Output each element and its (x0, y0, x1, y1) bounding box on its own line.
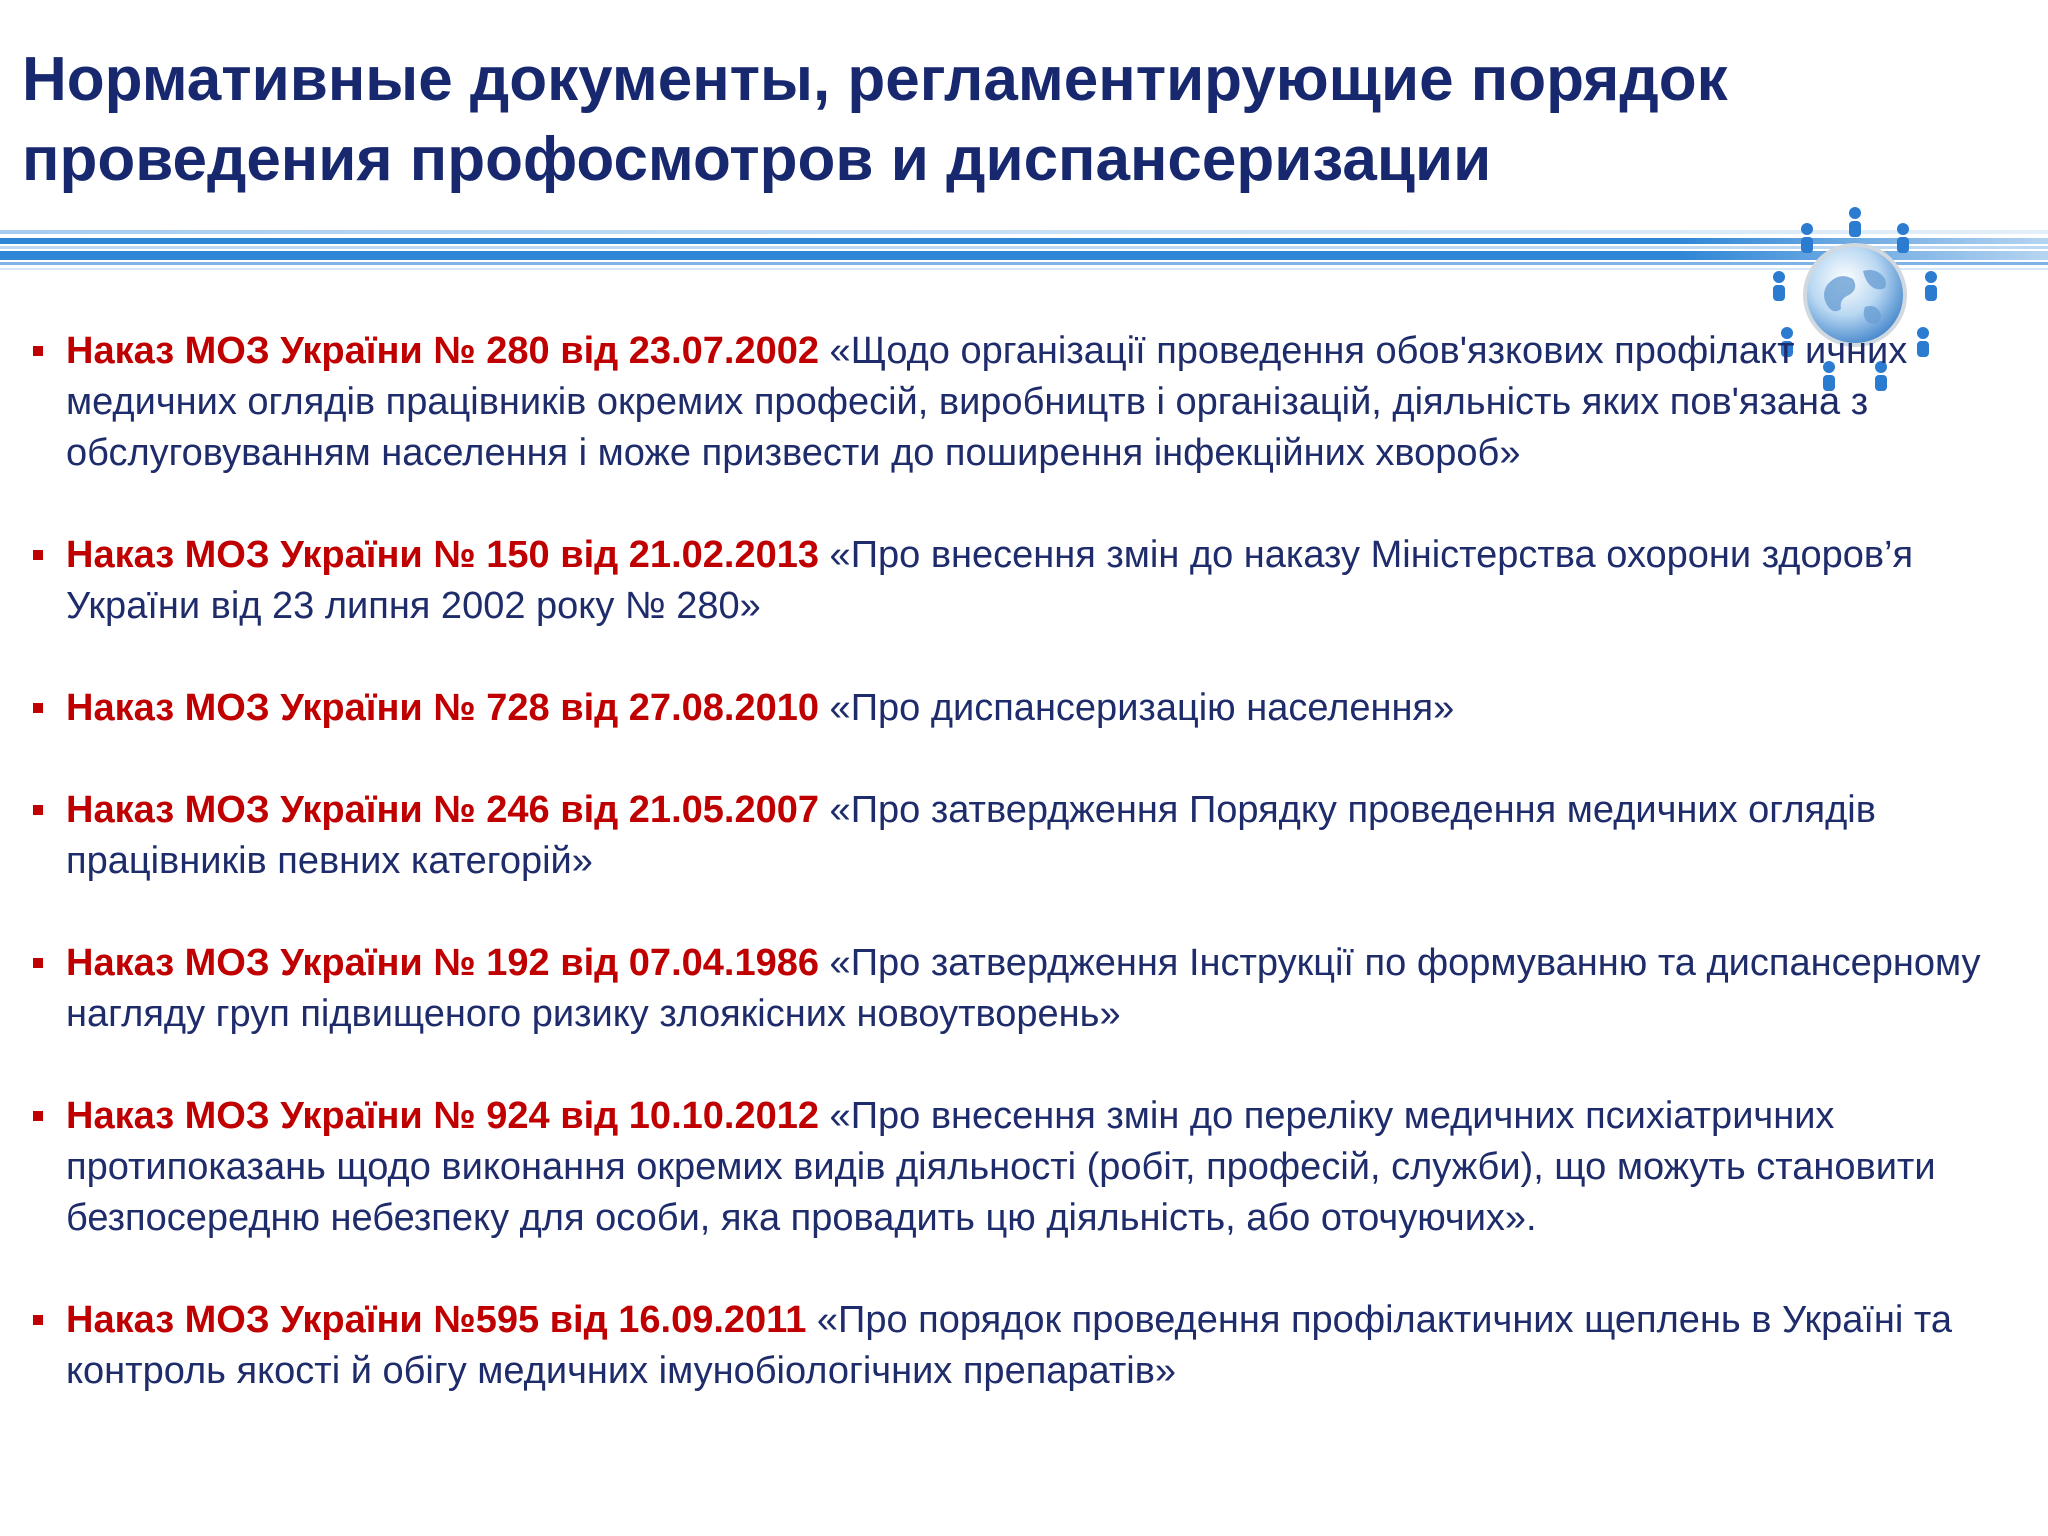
list-item (30, 1295, 2026, 1397)
slide-title: Нормативные документы, регламентирующие порядок проведения профосмотров и диспансеризации (22, 45, 1728, 194)
document-reference: Наказ МОЗ України № 246 від 21.05.2007 (66, 789, 819, 831)
document-reference: Наказ МОЗ України № 150 від 21.02.2013 (66, 534, 819, 576)
list-item (30, 530, 2026, 632)
document-reference: Наказ МОЗ України № 924 від 10.10.2012 (66, 1095, 819, 1137)
document-reference: Наказ МОЗ України №595 від 16.09.2011 (66, 1299, 807, 1341)
list-item (30, 785, 2026, 887)
list-item (30, 683, 2026, 734)
document-description: «Про внесення змін до переліку медичних психіатричних протипоказань щодо виконання окремих видів діяльності (робіт, професій, служби), що можуть становити безпосередню небезпеку для особи, яка провадить цю діяльність, або оточуючих». (66, 1095, 1936, 1239)
bullet-icon (33, 703, 43, 713)
bullet-icon (33, 550, 43, 560)
bullet-icon (33, 805, 43, 815)
document-description: «Про порядок проведення профілактичних щеплень в Україні та контроль якості й обігу медичних імунобіологічних препаратів» (66, 1299, 1953, 1392)
bullet-icon (33, 1315, 43, 1325)
document-reference: Наказ МОЗ України № 280 від 23.07.2002 (66, 330, 819, 372)
bullet-icon (33, 346, 43, 356)
list-item (30, 326, 2026, 479)
bullet-icon (33, 958, 43, 968)
list-item (30, 938, 2026, 1040)
document-list (30, 326, 2026, 1397)
document-description: «Щодо організації проведення обов'язкових профілакт ичних медичних оглядів працівників окремих професій, виробництв і організацій, діяльність яких пов'язана з обслуговуванням населення і може призвести до поширення інфекційних хвороб» (66, 330, 1908, 474)
document-description: «Про диспансеризацію населення» (819, 687, 1455, 729)
document-description: «Про затвердження Інструкції по формуванню та диспансерному нагляду груп підвищеного ризику злоякісних новоутворень» (66, 942, 1981, 1035)
bullet-icon (33, 1111, 43, 1121)
document-reference: Наказ МОЗ України № 192 від 07.04.1986 (66, 942, 819, 984)
list-item (30, 1091, 2026, 1244)
header-stripes (0, 228, 2048, 278)
document-description: «Про внесення змін до наказу Міністерства охорони здоров’я України від 23 липня 2002 року № 280» (66, 534, 1914, 627)
document-description: «Про затвердження Порядку проведення медичних оглядів працівників певних категорій» (66, 789, 1876, 882)
document-reference: Наказ МОЗ України № 728 від 27.08.2010 (66, 687, 819, 729)
